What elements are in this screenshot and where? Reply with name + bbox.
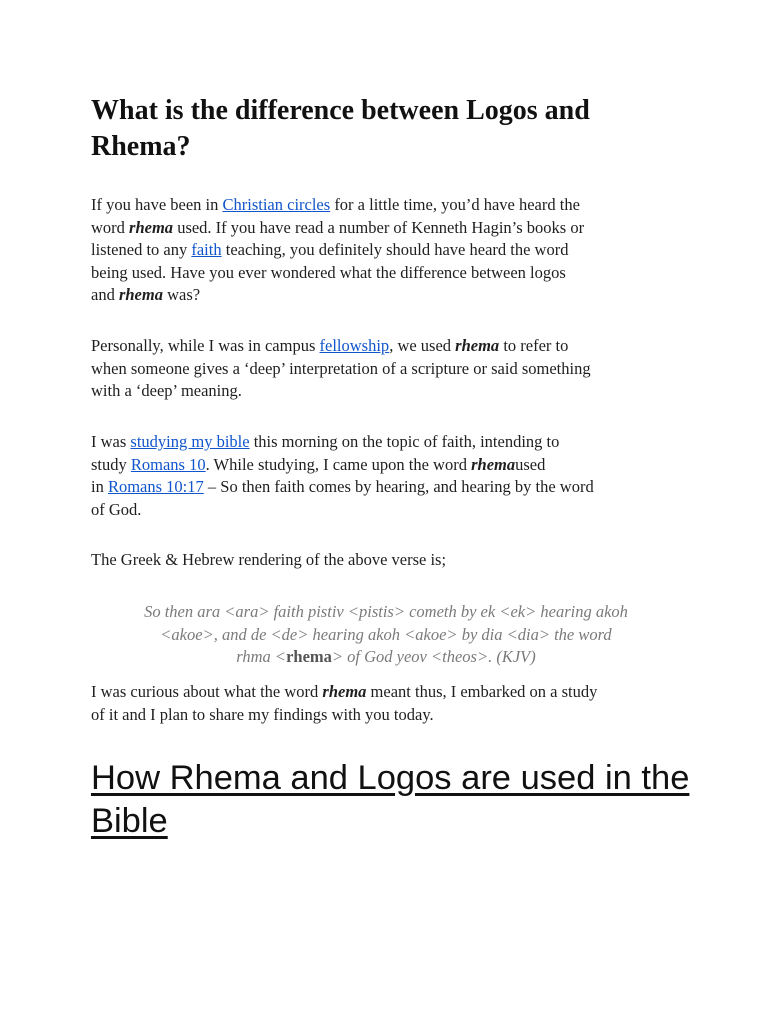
- paragraph-intro: If you have been in Christian circles for a little time, you’d have heard the word rhema used. If you have read a number of Kenneth Hagin’s books or listened to any faith teaching, you definitely should have heard the word being used. Have you ever wondered what the difference between logos and rhema was?: [91, 195, 585, 304]
- rhema-term: rhema: [322, 682, 367, 701]
- link-faith[interactable]: faith: [191, 240, 222, 259]
- paragraph-study: I was studying my bible this morning on the topic of faith, intending to study Romans 10. While studying, I came upon the word rhemaused in Romans 10:17 – So then faith comes by hearing, and hearing by the word of God.: [91, 432, 594, 519]
- paragraph-curious: I was curious about what the word rhema meant thus, I embarked on a study of it and I plan to share my findings with you today.: [91, 682, 598, 724]
- quote-rhema-term: rhema: [286, 647, 332, 666]
- link-studying-my-bible[interactable]: studying my bible: [130, 432, 250, 451]
- link-christian-circles[interactable]: Christian circles: [222, 195, 331, 214]
- rhema-term: rhema: [118, 285, 163, 304]
- link-romans-10-17[interactable]: Romans 10:17: [107, 477, 204, 496]
- scripture-quote: So then ara <ara> faith pistiv <pistis> cometh by ek <ek> hearing akoh <akoe>, and de <de> hearing akoh <akoe> by dia <dia> the word rhma <rhema> of God yeov <theos>. (KJV): [144, 602, 628, 666]
- rhema-term: rhema: [455, 336, 500, 355]
- link-fellowship[interactable]: fellowship: [319, 336, 390, 355]
- article-title: What is the difference between Logos and Rhema?: [91, 95, 590, 162]
- link-romans-10[interactable]: Romans 10: [130, 454, 206, 474]
- rhema-term: rhema: [471, 454, 516, 474]
- paragraph-greek-intro: The Greek & Hebrew rendering of the above verse is;: [91, 550, 447, 569]
- rhema-term: rhema: [129, 217, 174, 237]
- paragraph-campus: Personally, while I was in campus fellowship, we used rhema to refer to when someone gives a ‘deep’ interpretation of a scripture or said something with a ‘deep’ meaning.: [91, 336, 591, 400]
- section-heading: How Rhema and Logos are used in the Bible: [91, 759, 690, 840]
